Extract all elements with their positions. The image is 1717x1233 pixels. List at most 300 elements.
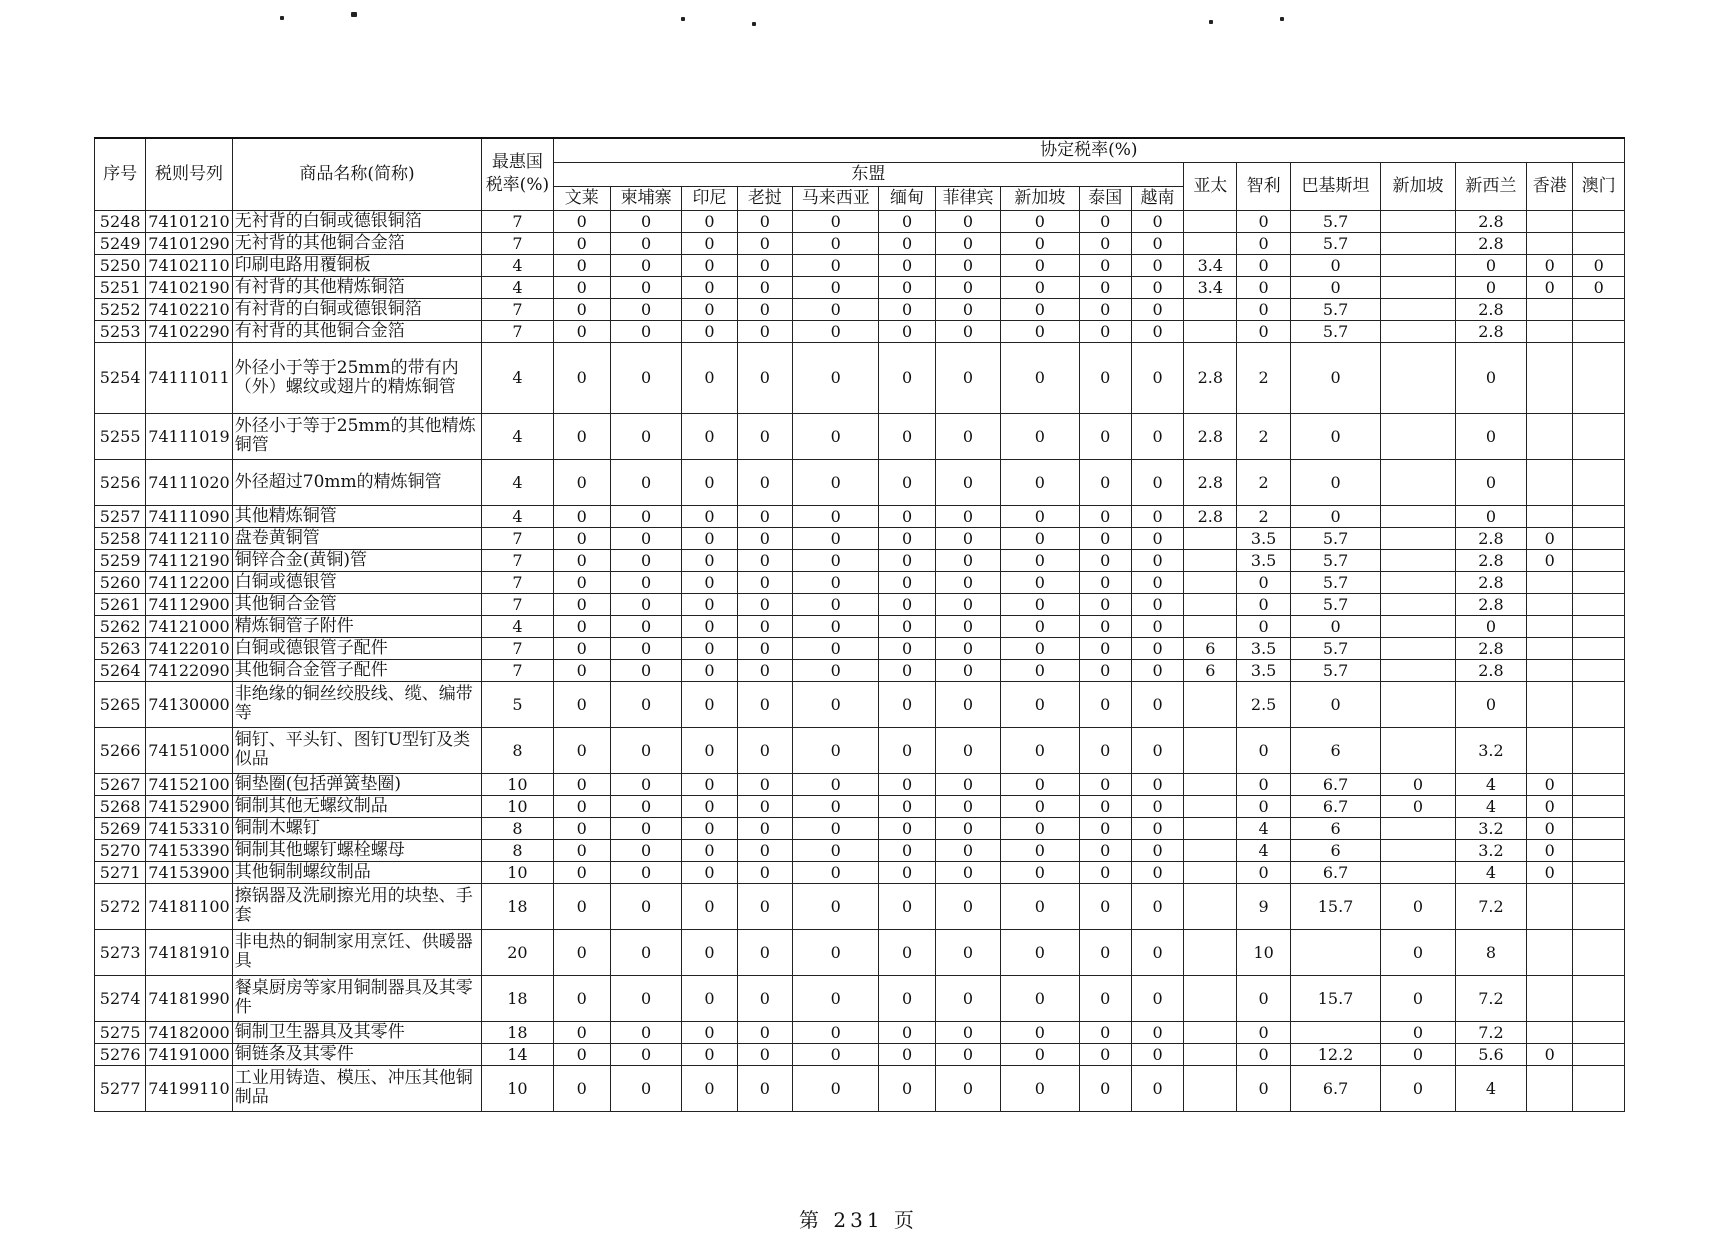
cell-other-rate (1381, 659, 1455, 681)
cell-asean-rate: 0 (737, 773, 792, 795)
table-row (95, 593, 1625, 615)
cell-other-rate: 6.7 (1290, 861, 1381, 883)
cell-other-rate (1184, 795, 1237, 817)
cell-other-rate: 5.7 (1290, 571, 1381, 593)
cell-other-rate (1184, 1065, 1237, 1111)
cell-asean-rate: 0 (1131, 795, 1183, 817)
cell-asean-rate: 0 (553, 681, 610, 727)
cell-asean-rate: 0 (1079, 659, 1131, 681)
cell-asean-rate: 0 (792, 681, 878, 727)
cell-asean-rate: 0 (610, 276, 681, 298)
cell-asean-rate: 0 (1131, 659, 1183, 681)
cell-code: 74101290 (146, 232, 232, 254)
cell-name: 无衬背的白铜或德银铜箔 (232, 210, 481, 232)
cell-mfn: 7 (482, 571, 553, 593)
header-code: 税则号列 (146, 138, 232, 210)
cell-other-rate: 3.5 (1237, 549, 1290, 571)
cell-asean-rate: 0 (935, 681, 1000, 727)
cell-code: 74122010 (146, 637, 232, 659)
cell-asean-rate: 0 (1079, 1021, 1131, 1043)
cell-seq: 5261 (95, 593, 146, 615)
cell-asean-rate: 0 (737, 975, 792, 1021)
cell-seq: 5264 (95, 659, 146, 681)
cell-other-rate: 0 (1527, 1043, 1573, 1065)
cell-other-rate: 4 (1455, 795, 1526, 817)
cell-mfn: 8 (482, 839, 553, 861)
cell-asean-rate: 0 (935, 232, 1000, 254)
cell-other-rate (1527, 615, 1573, 637)
cell-asean-rate: 0 (553, 615, 610, 637)
cell-asean-rate: 0 (1079, 254, 1131, 276)
cell-name: 擦锅器及洗刷擦光用的块垫、手套 (232, 883, 481, 929)
cell-asean-rate: 0 (553, 342, 610, 413)
cell-seq: 5253 (95, 320, 146, 342)
cell-asean-rate: 0 (1131, 254, 1183, 276)
cell-asean-rate: 0 (1079, 615, 1131, 637)
cell-asean-rate: 0 (792, 342, 878, 413)
cell-asean-rate: 0 (792, 929, 878, 975)
table-row (95, 929, 1625, 975)
cell-other-rate (1527, 459, 1573, 505)
cell-asean-rate: 0 (610, 593, 681, 615)
cell-asean-rate: 0 (682, 861, 737, 883)
cell-asean-rate: 0 (553, 505, 610, 527)
cell-other-rate (1184, 773, 1237, 795)
cell-seq: 5263 (95, 637, 146, 659)
cell-asean-rate: 0 (553, 320, 610, 342)
cell-asean-rate: 0 (879, 413, 935, 459)
cell-asean-rate: 0 (935, 929, 1000, 975)
cell-asean-rate: 0 (792, 232, 878, 254)
cell-asean-rate: 0 (1001, 593, 1079, 615)
cell-name: 有衬背的其他精炼铜箔 (232, 276, 481, 298)
cell-other-rate: 2.8 (1455, 593, 1526, 615)
cell-other-rate (1527, 883, 1573, 929)
cell-other-rate: 0 (1527, 773, 1573, 795)
cell-asean-rate: 0 (1001, 459, 1079, 505)
cell-seq: 5254 (95, 342, 146, 413)
cell-name: 铜垫圈(包括弹簧垫圈) (232, 773, 481, 795)
cell-asean-rate: 0 (879, 342, 935, 413)
cell-asean-rate: 0 (553, 773, 610, 795)
cell-other-rate (1573, 413, 1625, 459)
cell-seq: 5276 (95, 1043, 146, 1065)
cell-other-rate: 0 (1527, 817, 1573, 839)
cell-asean-rate: 0 (792, 659, 878, 681)
cell-mfn: 7 (482, 210, 553, 232)
cell-mfn: 7 (482, 637, 553, 659)
cell-asean-rate: 0 (682, 298, 737, 320)
cell-code: 74112200 (146, 571, 232, 593)
cell-asean-rate: 0 (879, 571, 935, 593)
cell-asean-rate: 0 (1079, 320, 1131, 342)
cell-other-rate: 0 (1455, 413, 1526, 459)
cell-seq: 5277 (95, 1065, 146, 1111)
cell-asean-rate: 0 (737, 210, 792, 232)
cell-other-rate (1381, 571, 1455, 593)
cell-other-rate (1573, 459, 1625, 505)
cell-asean-rate: 0 (682, 681, 737, 727)
cell-name: 有衬背的其他铜合金箔 (232, 320, 481, 342)
cell-code: 74111090 (146, 505, 232, 527)
cell-other-rate: 0 (1527, 276, 1573, 298)
cell-asean-rate: 0 (935, 883, 1000, 929)
cell-code: 74199110 (146, 1065, 232, 1111)
cell-asean-rate: 0 (1001, 929, 1079, 975)
cell-asean-rate: 0 (610, 232, 681, 254)
cell-asean-rate: 0 (1131, 549, 1183, 571)
cell-other-rate: 7.2 (1455, 975, 1526, 1021)
cell-asean-rate: 0 (1131, 320, 1183, 342)
cell-asean-rate: 0 (682, 276, 737, 298)
cell-asean-rate: 0 (1131, 615, 1183, 637)
header-seq: 序号 (95, 138, 146, 210)
cell-code: 74151000 (146, 727, 232, 773)
cell-asean-rate: 0 (1131, 975, 1183, 1021)
cell-other-rate: 0 (1381, 883, 1455, 929)
cell-asean-rate: 0 (1001, 210, 1079, 232)
table-row (95, 817, 1625, 839)
cell-asean-rate: 0 (682, 1043, 737, 1065)
cell-other-rate: 0 (1527, 795, 1573, 817)
cell-seq: 5251 (95, 276, 146, 298)
cell-mfn: 4 (482, 342, 553, 413)
cell-asean-rate: 0 (1131, 727, 1183, 773)
cell-asean-rate: 0 (1079, 795, 1131, 817)
cell-asean-rate: 0 (682, 975, 737, 1021)
cell-asean-rate: 0 (610, 549, 681, 571)
cell-other-rate (1527, 413, 1573, 459)
cell-asean-rate: 0 (610, 1065, 681, 1111)
cell-other-rate: 5.7 (1290, 320, 1381, 342)
cell-code: 74112900 (146, 593, 232, 615)
cell-other-rate (1573, 861, 1625, 883)
cell-asean-rate: 0 (610, 681, 681, 727)
cell-asean-rate: 0 (792, 549, 878, 571)
cell-asean-rate: 0 (935, 413, 1000, 459)
cell-other-rate (1381, 727, 1455, 773)
cell-asean-rate: 0 (553, 861, 610, 883)
cell-asean-rate: 0 (737, 659, 792, 681)
cell-other-rate: 4 (1237, 839, 1290, 861)
cell-asean-rate: 0 (553, 527, 610, 549)
cell-other-rate (1573, 593, 1625, 615)
cell-mfn: 18 (482, 1021, 553, 1043)
cell-asean-rate: 0 (792, 1065, 878, 1111)
cell-other-rate (1573, 773, 1625, 795)
header-asean-col: 老挝 (737, 186, 792, 210)
cell-other-rate: 5.7 (1290, 593, 1381, 615)
cell-asean-rate: 0 (553, 817, 610, 839)
cell-asean-rate: 0 (610, 254, 681, 276)
cell-asean-rate: 0 (792, 727, 878, 773)
cell-asean-rate: 0 (682, 210, 737, 232)
cell-other-rate (1381, 549, 1455, 571)
cell-other-rate: 0 (1237, 1043, 1290, 1065)
cell-seq: 5267 (95, 773, 146, 795)
cell-asean-rate: 0 (737, 459, 792, 505)
cell-name: 外径小于等于25mm的其他精炼铜管 (232, 413, 481, 459)
cell-name: 铜锌合金(黄铜)管 (232, 549, 481, 571)
cell-asean-rate: 0 (737, 817, 792, 839)
header-name: 商品名称(简称) (232, 138, 481, 210)
cell-other-rate: 5.7 (1290, 210, 1381, 232)
cell-asean-rate: 0 (737, 254, 792, 276)
cell-asean-rate: 0 (610, 571, 681, 593)
cell-other-rate (1527, 637, 1573, 659)
table-row (95, 549, 1625, 571)
cell-other-rate (1184, 298, 1237, 320)
cell-asean-rate: 0 (792, 817, 878, 839)
cell-other-rate (1381, 459, 1455, 505)
cell-other-rate: 5.7 (1290, 298, 1381, 320)
header-asean-col: 柬埔寨 (610, 186, 681, 210)
cell-other-rate: 3.2 (1455, 839, 1526, 861)
cell-code: 74111019 (146, 413, 232, 459)
cell-asean-rate: 0 (935, 773, 1000, 795)
cell-asean-rate: 0 (553, 727, 610, 773)
cell-asean-rate: 0 (792, 975, 878, 1021)
cell-other-rate: 2 (1237, 413, 1290, 459)
cell-asean-rate: 0 (1001, 637, 1079, 659)
cell-seq: 5258 (95, 527, 146, 549)
header-other-col: 新西兰 (1455, 162, 1526, 210)
cell-asean-rate: 0 (879, 276, 935, 298)
cell-asean-rate: 0 (935, 459, 1000, 505)
cell-asean-rate: 0 (792, 276, 878, 298)
table-row (95, 254, 1625, 276)
table-row (95, 615, 1625, 637)
cell-asean-rate: 0 (1131, 527, 1183, 549)
cell-asean-rate: 0 (879, 817, 935, 839)
cell-other-rate (1527, 320, 1573, 342)
cell-other-rate: 2.8 (1184, 459, 1237, 505)
cell-asean-rate: 0 (1131, 1065, 1183, 1111)
cell-asean-rate: 0 (1001, 861, 1079, 883)
cell-other-rate: 0 (1573, 276, 1625, 298)
cell-asean-rate: 0 (610, 320, 681, 342)
cell-asean-rate: 0 (935, 637, 1000, 659)
cell-asean-rate: 0 (737, 232, 792, 254)
cell-seq: 5271 (95, 861, 146, 883)
cell-asean-rate: 0 (737, 681, 792, 727)
cell-other-rate (1381, 210, 1455, 232)
cell-mfn: 7 (482, 298, 553, 320)
cell-other-rate: 0 (1527, 549, 1573, 571)
cell-asean-rate: 0 (553, 210, 610, 232)
cell-mfn: 4 (482, 254, 553, 276)
cell-other-rate (1184, 839, 1237, 861)
cell-asean-rate: 0 (935, 593, 1000, 615)
cell-name: 其他铜合金管子配件 (232, 659, 481, 681)
cell-seq: 5265 (95, 681, 146, 727)
cell-asean-rate: 0 (879, 975, 935, 1021)
cell-mfn: 7 (482, 593, 553, 615)
cell-other-rate: 2.8 (1184, 342, 1237, 413)
cell-code: 74191000 (146, 1043, 232, 1065)
cell-asean-rate: 0 (1131, 459, 1183, 505)
cell-code: 74122090 (146, 659, 232, 681)
cell-asean-rate: 0 (1079, 232, 1131, 254)
cell-other-rate (1573, 505, 1625, 527)
table-row (95, 659, 1625, 681)
cell-name: 无衬背的其他铜合金箔 (232, 232, 481, 254)
cell-other-rate: 0 (1237, 1065, 1290, 1111)
cell-asean-rate: 0 (792, 1021, 878, 1043)
cell-other-rate: 0 (1455, 342, 1526, 413)
cell-mfn: 5 (482, 681, 553, 727)
cell-other-rate: 6 (1290, 817, 1381, 839)
cell-seq: 5274 (95, 975, 146, 1021)
cell-asean-rate: 0 (1131, 861, 1183, 883)
cell-asean-rate: 0 (682, 773, 737, 795)
cell-other-rate (1184, 210, 1237, 232)
cell-code: 74112190 (146, 549, 232, 571)
cell-other-rate: 4 (1455, 773, 1526, 795)
cell-asean-rate: 0 (553, 795, 610, 817)
cell-seq: 5262 (95, 615, 146, 637)
cell-asean-rate: 0 (935, 1043, 1000, 1065)
table-row (95, 505, 1625, 527)
cell-asean-rate: 0 (737, 527, 792, 549)
cell-asean-rate: 0 (879, 232, 935, 254)
cell-other-rate: 0 (1381, 773, 1455, 795)
cell-asean-rate: 0 (610, 975, 681, 1021)
cell-asean-rate: 0 (1131, 929, 1183, 975)
cell-other-rate (1381, 593, 1455, 615)
cell-other-rate: 0 (1237, 615, 1290, 637)
cell-asean-rate: 0 (1001, 276, 1079, 298)
header-asean-col: 越南 (1131, 186, 1183, 210)
cell-asean-rate: 0 (610, 342, 681, 413)
cell-asean-rate: 0 (792, 795, 878, 817)
cell-asean-rate: 0 (1001, 320, 1079, 342)
cell-name: 其他精炼铜管 (232, 505, 481, 527)
cell-asean-rate: 0 (682, 839, 737, 861)
cell-other-rate: 6.7 (1290, 795, 1381, 817)
cell-other-rate: 5.6 (1455, 1043, 1526, 1065)
cell-name: 铜制其他螺钉螺栓螺母 (232, 839, 481, 861)
cell-asean-rate: 0 (1001, 232, 1079, 254)
cell-asean-rate: 0 (1131, 298, 1183, 320)
cell-name: 铜钉、平头钉、图钉U型钉及类似品 (232, 727, 481, 773)
cell-other-rate (1573, 298, 1625, 320)
cell-code: 74111020 (146, 459, 232, 505)
cell-other-rate: 2.8 (1184, 413, 1237, 459)
cell-asean-rate: 0 (737, 1043, 792, 1065)
cell-other-rate (1184, 593, 1237, 615)
cell-code: 74121000 (146, 615, 232, 637)
cell-other-rate (1573, 232, 1625, 254)
cell-other-rate: 10 (1237, 929, 1290, 975)
cell-asean-rate: 0 (1079, 929, 1131, 975)
cell-other-rate (1573, 1043, 1625, 1065)
cell-asean-rate: 0 (792, 459, 878, 505)
cell-asean-rate: 0 (553, 549, 610, 571)
cell-other-rate: 12.2 (1290, 1043, 1381, 1065)
cell-asean-rate: 0 (737, 505, 792, 527)
table-row (95, 459, 1625, 505)
table-row (95, 861, 1625, 883)
cell-other-rate: 3.5 (1237, 659, 1290, 681)
cell-name: 铜制其他无螺纹制品 (232, 795, 481, 817)
cell-other-rate (1290, 1021, 1381, 1043)
cell-asean-rate: 0 (553, 232, 610, 254)
cell-other-rate: 0 (1381, 1065, 1455, 1111)
cell-asean-rate: 0 (553, 276, 610, 298)
cell-asean-rate: 0 (1001, 505, 1079, 527)
cell-asean-rate: 0 (610, 929, 681, 975)
cell-other-rate (1573, 727, 1625, 773)
cell-asean-rate: 0 (553, 413, 610, 459)
cell-other-rate (1527, 727, 1573, 773)
cell-asean-rate: 0 (610, 210, 681, 232)
cell-other-rate: 0 (1290, 276, 1381, 298)
cell-other-rate: 2.8 (1455, 320, 1526, 342)
cell-asean-rate: 0 (935, 571, 1000, 593)
header-mfn: 最惠国税率(%) (482, 138, 553, 210)
cell-asean-rate: 0 (879, 839, 935, 861)
cell-other-rate: 9 (1237, 883, 1290, 929)
cell-name: 精炼铜管子附件 (232, 615, 481, 637)
header-other-col: 亚太 (1184, 162, 1237, 210)
cell-mfn: 7 (482, 232, 553, 254)
cell-asean-rate: 0 (879, 298, 935, 320)
cell-other-rate: 0 (1527, 254, 1573, 276)
cell-name: 铜制卫生器具及其零件 (232, 1021, 481, 1043)
cell-other-rate: 2.8 (1455, 527, 1526, 549)
cell-code: 74152100 (146, 773, 232, 795)
cell-mfn: 10 (482, 861, 553, 883)
cell-asean-rate: 0 (792, 298, 878, 320)
cell-asean-rate: 0 (1079, 571, 1131, 593)
cell-other-rate: 0 (1237, 975, 1290, 1021)
cell-asean-rate: 0 (879, 795, 935, 817)
cell-asean-rate: 0 (1001, 298, 1079, 320)
cell-asean-rate: 0 (682, 254, 737, 276)
header-asean-col: 文莱 (553, 186, 610, 210)
cell-asean-rate: 0 (935, 254, 1000, 276)
cell-other-rate: 6.7 (1290, 1065, 1381, 1111)
cell-asean-rate: 0 (1001, 773, 1079, 795)
cell-other-rate (1184, 320, 1237, 342)
cell-seq: 5257 (95, 505, 146, 527)
cell-asean-rate: 0 (737, 571, 792, 593)
cell-other-rate: 0 (1237, 298, 1290, 320)
cell-asean-rate: 0 (1079, 298, 1131, 320)
cell-code: 74101210 (146, 210, 232, 232)
cell-seq: 5252 (95, 298, 146, 320)
cell-asean-rate: 0 (610, 413, 681, 459)
cell-other-rate (1381, 615, 1455, 637)
cell-code: 74130000 (146, 681, 232, 727)
cell-other-rate: 2.8 (1455, 210, 1526, 232)
cell-mfn: 4 (482, 505, 553, 527)
cell-other-rate (1381, 637, 1455, 659)
header-asean-col: 缅甸 (879, 186, 935, 210)
cell-other-rate: 5.7 (1290, 549, 1381, 571)
cell-name: 工业用铸造、模压、冲压其他铜制品 (232, 1065, 481, 1111)
cell-mfn: 4 (482, 615, 553, 637)
header-other-col: 香港 (1527, 162, 1573, 210)
cell-asean-rate: 0 (1001, 727, 1079, 773)
cell-mfn: 10 (482, 773, 553, 795)
cell-asean-rate: 0 (737, 861, 792, 883)
cell-mfn: 14 (482, 1043, 553, 1065)
cell-asean-rate: 0 (1079, 637, 1131, 659)
cell-other-rate (1527, 1021, 1573, 1043)
cell-name: 餐桌厨房等家用铜制器具及其零件 (232, 975, 481, 1021)
